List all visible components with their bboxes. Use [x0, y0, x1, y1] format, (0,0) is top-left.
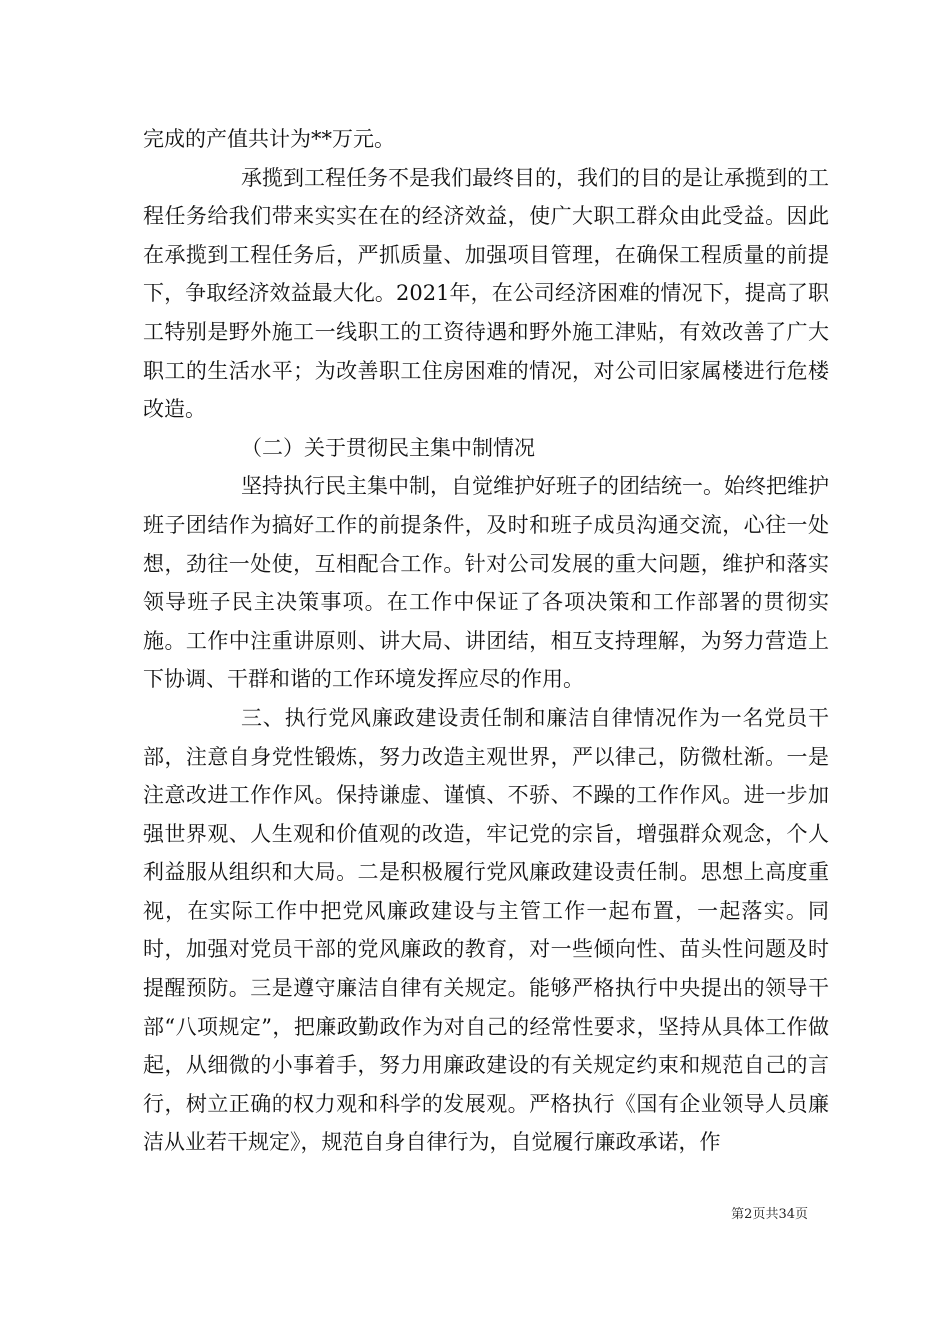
paragraph-continuation: 完成的产值共计为**万元。 [143, 127, 395, 151]
paragraph-integrity: 三、执行党风廉政建设责任制和廉洁自律情况作为一名党员干部，注意自身党性锻炼，努力改造主观世界，严以律己，防微杜渐。一是注意改进工作作风。保持谦虚、谨慎、不骄、不躁的工作作风。进一步加强世界观、人生观和价值观的改造，牢记党的宗旨，增强群众观念，个人利益服从组织和大局。二是积极履行党风廉政建设责任制。思想上高度重视，在实际工作中把党风廉政建设与主管工作一起布置，一起落实。同时，加强对党员干部的党风廉政的教育，对一些倾向性、苗头性问题及时提醒预防。三是遵守廉洁自律有关规定。能够严格执行中央提出的领导干部“八项规定”，把廉政勤政作为对自己的经常性要求，坚持从具体工作做起，从细微的小事着手，努力用廉政建设的有关规定约束和规范自己的言行，树立正确的权力观和科学的发展观。严格执行《国有企业领导人员廉洁从业若干规定》，规范自身自律行为，自觉履行廉政承诺，作 [143, 705, 829, 1155]
paragraph-democratic-centralism: 坚持执行民主集中制，自觉维护好班子的团结统一。始终把维护班子团结作为搞好工作的前提条件，及时和班子成员沟通交流，心往一处想，劲往一处使，互相配合工作。针对公司发展的重大问题，维护和落实领导班子民主决策事项。在工作中保证了各项决策和工作部署的贯彻实施。工作中注重讲原则、讲大局、讲团结，相互支持理解，为努力营造上下协调、干群和谐的工作环境发挥应尽的作用。 [143, 474, 829, 692]
paragraph-project-benefits: 承揽到工程任务不是我们最终目的，我们的目的是让承揽到的工程任务给我们带来实实在在的经济效益，使广大职工群众由此受益。因此在承揽到工程任务后，严抓质量、加强项目管理，在确保工程质量的前提下，争取经济效益最大化。2021年，在公司经济困难的情况下，提高了职工特别是野外施工一线职工的工资待遇和野外施工津贴，有效改善了广大职工的生活水平；为改善职工住房困难的情况，对公司旧家属楼进行危楼改造。 [143, 165, 829, 422]
section-heading-democratic-centralism: （二）关于贯彻民主集中制情况 [241, 435, 535, 460]
body-text [143, 120, 829, 1162]
page-number: 第2页共34页 [731, 1207, 808, 1222]
